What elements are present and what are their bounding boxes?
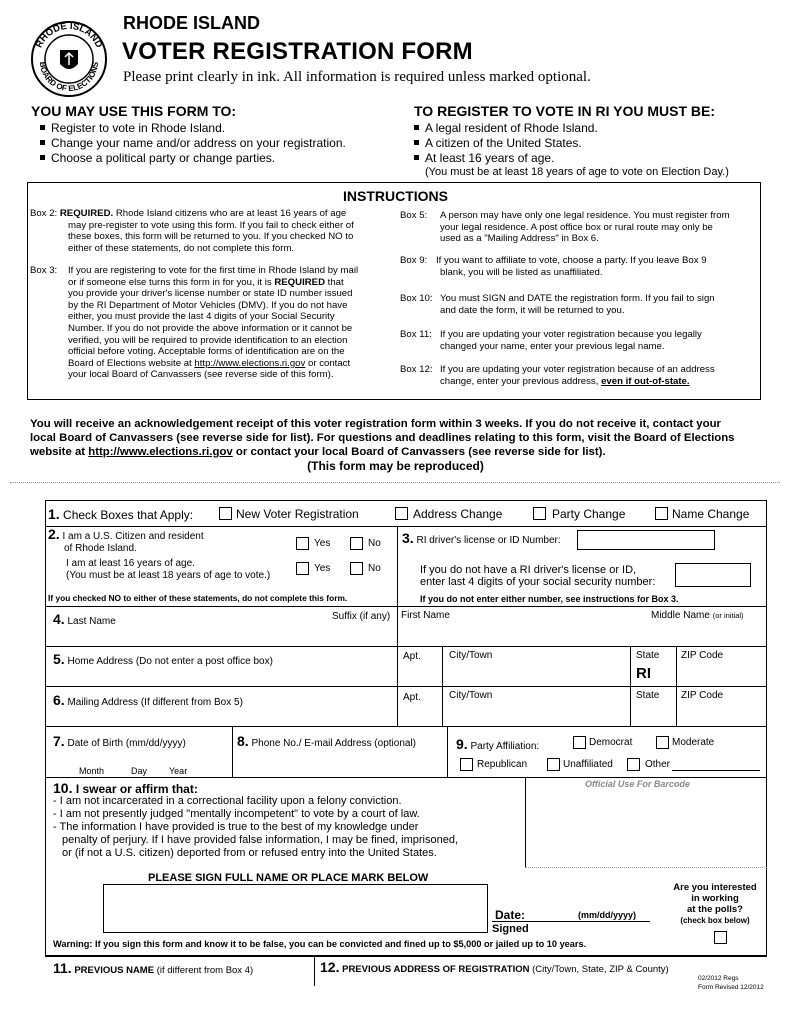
box2-note: If you checked NO to either of these statements, do not complete this form.: [48, 593, 348, 603]
other-checkbox[interactable]: [627, 758, 640, 771]
dob-label: 7. Date of Birth (mm/dd/yyyy): [53, 733, 186, 749]
dob-year-label: Year: [169, 766, 188, 776]
use-form-heading: YOU MAY USE THIS FORM TO:: [31, 103, 237, 119]
perjury-warning: Warning: If you sign this form and know it to be false, you can be convicted and fined up to $5,000 or jailed up to 10 years.: [53, 939, 587, 949]
official-use-label: Official Use For Barcode: [585, 779, 690, 789]
box3-label: 3. RI driver's license or ID Number:: [402, 530, 561, 546]
first-name-label: First Name: [401, 610, 450, 621]
unaffiliated-checkbox[interactable]: [547, 758, 560, 771]
sign-heading: PLEASE SIGN FULL NAME OR PLACE MARK BELOW: [148, 872, 429, 884]
affirm-statement: or (if not a U.S. citizen) deported from or refused entry into the United States.: [62, 847, 437, 859]
svg-text:BOARD OF ELECTIONS: BOARD OF ELECTIONS: [37, 61, 101, 94]
box2-age-question: I am at least 16 years of age. (You must be at least 18 years of age to vote.): [66, 558, 271, 581]
mailing-apt-label: Apt.: [403, 692, 421, 703]
home-state-label: State: [636, 650, 660, 661]
cut-line: [10, 482, 780, 483]
party-affiliation-label: 9. Party Affiliation:: [456, 736, 540, 752]
dob-month-label: Month: [79, 766, 105, 776]
affirm-statement: penalty of perjury. If I have provided false information, I may be fined, imprisoned,: [62, 834, 458, 846]
mailing-address-label: 6. Mailing Address (If different from Box 5): [53, 692, 243, 708]
party-change-checkbox[interactable]: [533, 507, 546, 520]
elections-website-link[interactable]: http://www.elections.ri.gov: [194, 357, 306, 369]
instruction-box9: Box 9: If you want to affiliate to vote, choose a party. If you leave Box 9 blank, you will be listed as unaffiliated.: [400, 255, 707, 278]
must-be-item: At least 16 years of age.: [414, 151, 554, 166]
citizen-yes-label: Yes: [314, 538, 331, 549]
party-change-label: Party Change: [552, 507, 626, 521]
reproduce-note: (This form may be reproduced): [307, 459, 484, 473]
mailing-city-label: City/Town: [449, 690, 493, 701]
instruction-box2: Box 2: REQUIRED. Rhode Island citizens who are at least 16 years of age may pre-register to vote using this form. If you fail to check either of these boxes, this form will be returned to you. If you checked NO to either of these statements, do not complete this form.: [30, 208, 354, 254]
poll-worker-checkbox[interactable]: [714, 931, 727, 944]
box1-label: 1. Check Boxes that Apply:: [48, 506, 194, 522]
suffix-label: Suffix (if any): [332, 611, 391, 622]
signature-field[interactable]: [103, 884, 488, 933]
other-party-line[interactable]: [672, 770, 760, 771]
date-format-label: (mm/dd/yyyy): [578, 910, 637, 920]
signed-label: Signed: [492, 923, 529, 935]
ack-line: local Board of Canvassers (see reverse side for list). For questions and deadlines relating to this form, visit the Board of Elections: [30, 432, 735, 444]
affirm-statement: - The information I have provided is true to the best of my knowledge under: [53, 821, 419, 833]
republican-checkbox[interactable]: [460, 758, 473, 771]
box3-note: If you do not enter either number, see instructions for Box 3.: [420, 594, 679, 604]
address-change-checkbox[interactable]: [395, 507, 408, 520]
board-of-elections-seal: [30, 20, 108, 98]
address-change-label: Address Change: [413, 507, 503, 521]
form-title: VOTER REGISTRATION FORM: [122, 38, 473, 65]
instruction-box3: Box 3: If you are registering to vote for the first time in Rhode Island by mail or if someone else turns this form in for you, it is REQUIRED that you provide your driver's license number or state ID number issued by the RI Department of Motor Vehicles (DMV). If you do not have either, you must provide the last 4 digits of your Social Security Number. If you do not provide the above information or it cannot be verified, you will be required to provide identification to an election official before voting. Acceptable forms of identification are on the Board of Elections website at http://www.elections.ri.gov or contact your local Board of Canvassers (see reverse side of this form).: [30, 265, 359, 381]
instruction-box10: Box 10: You must SIGN and DATE the registration form. If you fail to sign and date the form, it will be returned to you.: [400, 293, 715, 316]
other-label: Other: [645, 759, 671, 770]
unaffiliated-label: Unaffiliated: [563, 759, 613, 770]
date-label: Date:: [495, 908, 526, 922]
instruction-box12: Box 12: If you are updating your voter registration because of an address change, enter your previous address, even if out-of-state.: [400, 364, 715, 387]
license-number-input[interactable]: [577, 530, 715, 550]
must-be-item: A citizen of the United States.: [414, 136, 582, 151]
phone-email-label: 8. Phone No./ E-mail Address (optional): [237, 733, 416, 749]
affirm-statement: - I am not incarcerated in a correctional facility upon a felony conviction.: [53, 795, 402, 807]
last-name-label: 4. Last Name: [53, 611, 116, 627]
use-form-item: Choose a political party or change parties.: [40, 151, 275, 166]
form-regs-date: 02/2012 Regs: [698, 975, 739, 982]
must-be-heading: TO REGISTER TO VOTE IN RI YOU MUST BE:: [414, 103, 716, 119]
citizen-yes-checkbox[interactable]: [296, 537, 309, 550]
box3-alt-text: If you do not have a RI driver's license or ID, enter last 4 digits of your social security number:: [420, 564, 656, 588]
citizen-no-label: No: [368, 538, 381, 549]
use-form-item: Register to vote in Rhode Island.: [40, 121, 225, 136]
moderate-checkbox[interactable]: [656, 736, 669, 749]
svg-text:RHODE ISLAND: RHODE ISLAND: [33, 20, 105, 50]
moderate-label: Moderate: [672, 737, 715, 748]
dob-day-label: Day: [131, 766, 148, 776]
middle-name-label: Middle Name (or initial): [651, 610, 744, 621]
age-yes-label: Yes: [314, 563, 331, 574]
ack-website-link[interactable]: http://www.elections.ri.gov: [88, 446, 233, 458]
home-zip-label: ZIP Code: [681, 650, 724, 661]
age-yes-checkbox[interactable]: [296, 562, 309, 575]
home-apt-label: Apt.: [403, 651, 421, 662]
new-voter-label: New Voter Registration: [236, 507, 359, 521]
new-voter-checkbox[interactable]: [219, 507, 232, 520]
form-revision-date: Form Revised 12/2012: [698, 984, 764, 991]
republican-label: Republican: [477, 759, 528, 770]
name-change-label: Name Change: [672, 507, 750, 521]
instruction-box11: Box 11: If you are updating your voter registration because you legally changed your name, enter your previous legal name.: [400, 329, 702, 352]
poll-worker-question: Are you interested in working at the polls? (check box below): [673, 882, 757, 925]
affirm-heading: 10. I swear or affirm that:: [53, 780, 198, 796]
home-address-label: 5. Home Address (Do not enter a post office box): [53, 651, 273, 667]
date-line[interactable]: [492, 921, 650, 922]
use-form-item: Change your name and/or address on your registration.: [40, 136, 346, 151]
democrat-checkbox[interactable]: [573, 736, 586, 749]
must-be-item: A legal resident of Rhode Island.: [414, 121, 598, 136]
mailing-state-label: State: [636, 690, 660, 701]
home-city-label: City/Town: [449, 650, 493, 661]
form-subtitle: Please print clearly in ink. All information is required unless marked optional.: [123, 69, 591, 85]
instructions-heading: INSTRUCTIONS: [343, 188, 448, 204]
previous-name-label: 11. PREVIOUS NAME (if different from Box 4): [53, 960, 254, 976]
age-no-checkbox[interactable]: [350, 562, 363, 575]
mailing-zip-label: ZIP Code: [681, 690, 724, 701]
affirm-statement: - I am not presently judged "mentally incompetent" to vote by a court of law.: [53, 808, 420, 820]
instruction-box5: Box 5: A person may have only one legal residence. You must register from your legal residence. A post office box or rural route may only be used as a "Mailing Address" in Box 6.: [400, 210, 730, 245]
democrat-label: Democrat: [589, 737, 633, 748]
name-change-checkbox[interactable]: [655, 507, 668, 520]
box2-citizen-question: 2. I am a U.S. Citizen and resident of Rhode Island.: [48, 526, 204, 554]
ack-line: website at http://www.elections.ri.gov or contact your local Board of Canvassers (see reverse side for list).: [30, 446, 606, 458]
home-state-value: RI: [636, 665, 651, 682]
age-no-label: No: [368, 563, 381, 574]
must-be-note: (You must be at least 18 years of age to vote on Election Day.): [425, 166, 729, 178]
citizen-no-checkbox[interactable]: [350, 537, 363, 550]
ack-line: You will receive an acknowledgement receipt of this voter registration form within 3 weeks. If you do not receive it, contact your: [30, 418, 721, 430]
state-heading: RHODE ISLAND: [123, 13, 261, 33]
ssn-last4-input[interactable]: [675, 563, 751, 587]
previous-address-label: 12. PREVIOUS ADDRESS OF REGISTRATION (City/Town, State, ZIP & County): [320, 959, 669, 975]
